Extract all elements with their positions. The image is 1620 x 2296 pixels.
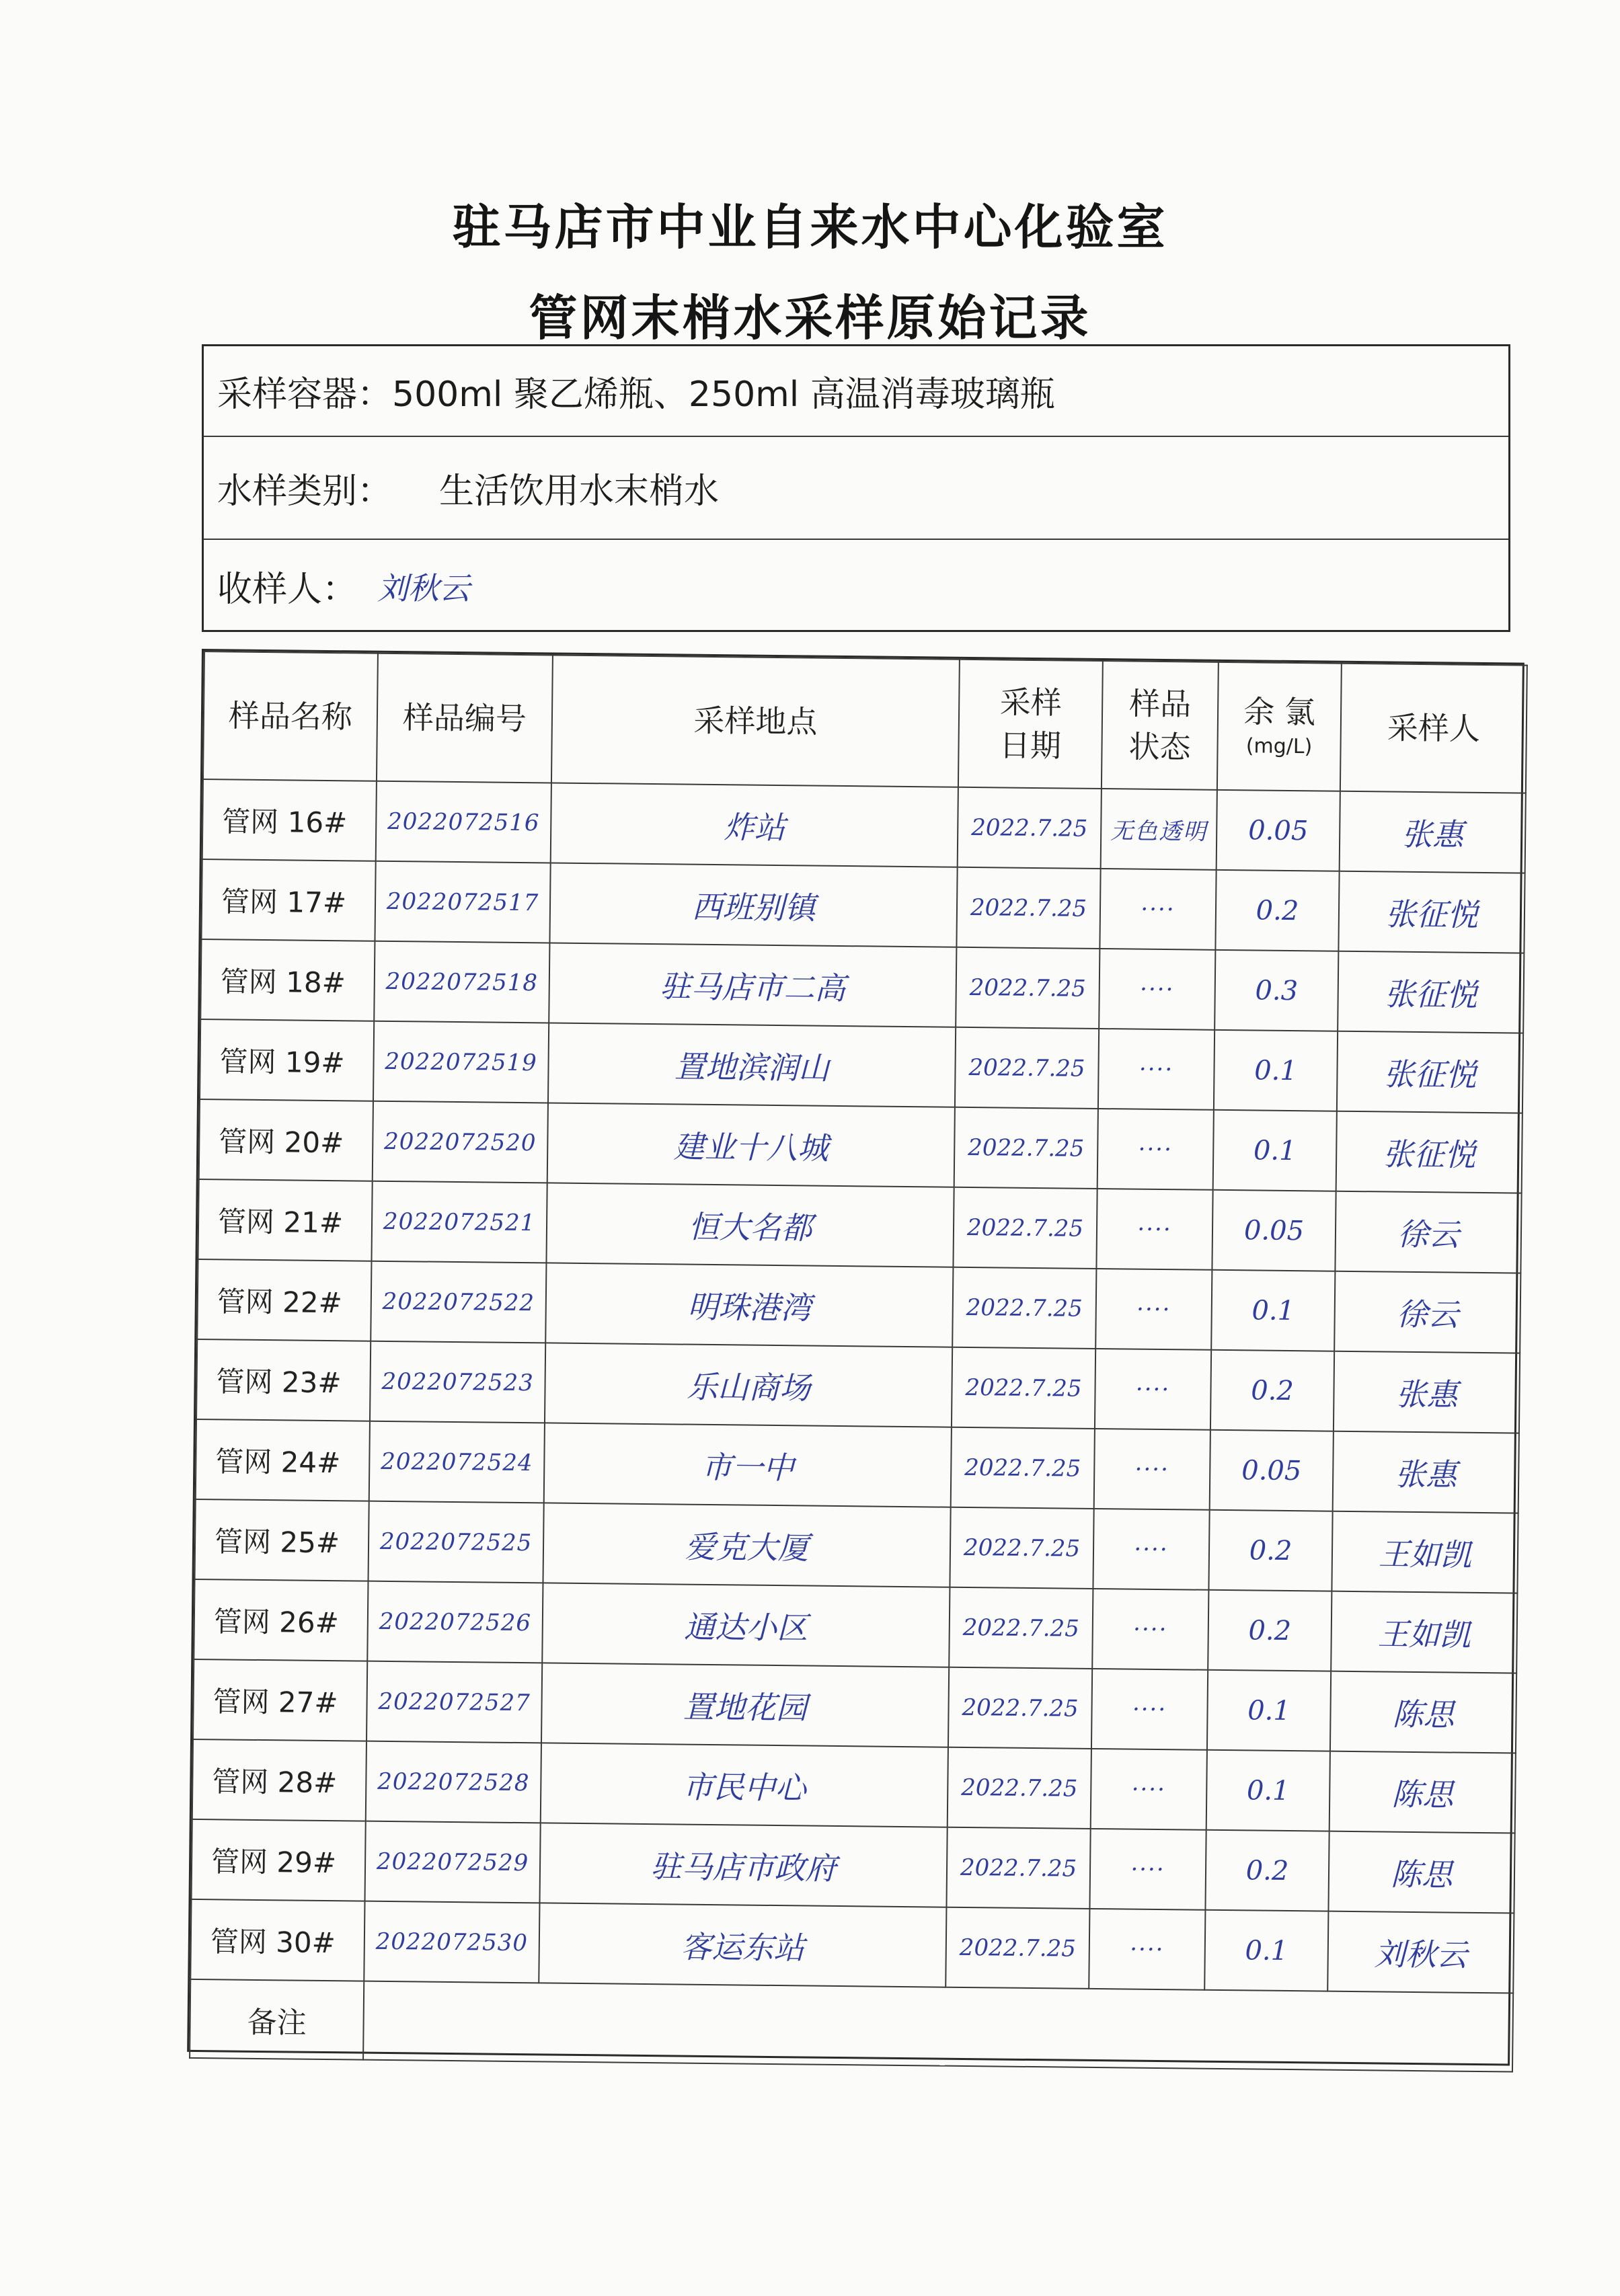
location-cell: 驻马店市政府: [539, 1823, 947, 1907]
chlorine-cell: 0.05: [1212, 1190, 1336, 1271]
sample-name-cell: 管网 19#: [200, 1019, 374, 1101]
chlorine-cell: 0.1: [1206, 1750, 1330, 1831]
sampler-signature-cell: 张征悦: [1336, 1111, 1522, 1193]
table-row: [198, 1179, 1521, 1273]
state-cell: ····: [1098, 1029, 1214, 1110]
sample-name-cell: 管网 29#: [192, 1819, 366, 1901]
sample-code-cell: 2022072524: [369, 1421, 545, 1503]
table-row: [194, 1579, 1517, 1673]
state-cell: ····: [1092, 1589, 1208, 1670]
location-cell: 建业十八城: [547, 1103, 955, 1187]
header-chlorine-unit: (mg/L): [1245, 734, 1313, 759]
sample-name-cell: 管网 23#: [196, 1339, 371, 1421]
sample-type-value: 生活饮用水末梢水: [439, 471, 720, 512]
header-location: 采样地点: [551, 655, 960, 787]
sample-code-cell: 2022072517: [375, 861, 550, 943]
table-row: [196, 1339, 1520, 1433]
location-cell: 明珠港湾: [545, 1263, 953, 1347]
table-row: [193, 1659, 1516, 1753]
remark-label: 备注: [190, 1979, 364, 2060]
date-cell: 2022.7.25: [954, 1107, 1098, 1189]
table-row: [192, 1819, 1515, 1913]
sample-name-cell: 管网 26#: [194, 1579, 368, 1661]
sampler-signature-cell: 陈思: [1329, 1751, 1516, 1833]
state-cell: ····: [1096, 1189, 1212, 1270]
header-date-text: 采样日期: [999, 684, 1063, 764]
sample-type-label: 水样类别：: [217, 471, 393, 512]
state-cell: ····: [1099, 949, 1215, 1030]
state-cell: ····: [1093, 1509, 1209, 1590]
chlorine-cell: 0.1: [1207, 1670, 1331, 1751]
location-cell: 炸站: [551, 783, 958, 867]
sample-code-cell: 2022072525: [368, 1501, 543, 1583]
state-cell: ····: [1095, 1349, 1211, 1430]
chlorine-cell: 0.2: [1205, 1830, 1329, 1911]
chlorine-cell: 0.1: [1213, 1110, 1337, 1191]
chlorine-cell: 0.05: [1210, 1430, 1334, 1511]
container-value: 500ml 聚乙烯瓶、250ml 高温消毒玻璃瓶: [392, 374, 1055, 415]
sampler-signature-cell: 陈思: [1328, 1831, 1514, 1913]
location-cell: 西班别镇: [549, 863, 957, 947]
state-cell: ····: [1095, 1269, 1212, 1350]
table-row: [196, 1419, 1519, 1513]
sampler-signature-cell: 陈思: [1330, 1671, 1516, 1753]
state-cell: ····: [1089, 1909, 1205, 1990]
chlorine-cell: 0.1: [1211, 1270, 1335, 1351]
remark-row: [190, 1979, 1513, 2072]
location-cell: 置地滨润山: [548, 1023, 956, 1107]
sampler-signature-cell: 刘秋云: [1327, 1911, 1514, 1993]
header-sample-name: 样品名称: [203, 651, 378, 781]
date-cell: 2022.7.25: [952, 1267, 1096, 1349]
date-cell: 2022.7.25: [952, 1347, 1095, 1429]
sampler-signature-cell: 张惠: [1334, 1351, 1520, 1433]
table-row: [202, 779, 1526, 873]
table-row: [199, 1099, 1522, 1193]
date-cell: 2022.7.25: [946, 1827, 1090, 1909]
table-row: [200, 1019, 1523, 1113]
date-cell: 2022.7.25: [949, 1587, 1093, 1669]
sampler-signature-cell: 张惠: [1340, 791, 1526, 873]
sample-name-cell: 管网 30#: [190, 1899, 364, 1981]
chlorine-cell: 0.1: [1204, 1910, 1328, 1991]
state-cell: ····: [1091, 1669, 1208, 1750]
receiver-label: 收样人：: [217, 569, 358, 610]
header-chlorine: [1217, 662, 1342, 791]
chlorine-cell: 0.2: [1210, 1350, 1334, 1431]
sample-name-cell: 管网 21#: [198, 1179, 372, 1261]
date-cell: 2022.7.25: [948, 1747, 1091, 1829]
date-cell: 2022.7.25: [951, 1427, 1095, 1509]
sample-code-cell: 2022072526: [367, 1581, 543, 1663]
location-cell: 客运东站: [539, 1903, 946, 1987]
table-row: [197, 1259, 1520, 1353]
sample-code-cell: 2022072519: [373, 1021, 549, 1103]
header-chlorine-text: 余 氯: [1243, 693, 1316, 731]
location-cell: 恒大名都: [546, 1183, 954, 1267]
sample-code-cell: 2022072516: [376, 781, 551, 863]
sampler-signature-cell: 王如凯: [1332, 1511, 1518, 1593]
sampler-signature-cell: 张征悦: [1338, 951, 1524, 1033]
header-sample-code: 样品编号: [377, 654, 553, 783]
location-cell: 市民中心: [541, 1743, 948, 1827]
container-label: 采样容器：: [217, 374, 393, 415]
sample-code-cell: 2022072529: [365, 1821, 541, 1903]
state-cell: ····: [1100, 869, 1216, 950]
date-cell: 2022.7.25: [946, 1907, 1089, 1989]
table-row: [190, 1899, 1514, 1993]
sample-name-cell: 管网 20#: [199, 1099, 373, 1181]
container-row: [204, 346, 1508, 436]
sampler-signature-cell: 张征悦: [1338, 871, 1525, 953]
receiver-signature: 刘秋云: [377, 569, 471, 606]
location-cell: 市一中: [544, 1423, 952, 1507]
state-cell: ····: [1089, 1829, 1206, 1910]
date-cell: 2022.7.25: [948, 1667, 1092, 1749]
sample-code-cell: 2022072521: [371, 1181, 547, 1263]
state-cell: ····: [1091, 1749, 1207, 1830]
location-cell: 乐山商场: [545, 1343, 952, 1427]
chlorine-cell: 0.2: [1208, 1590, 1332, 1671]
sampler-signature-cell: 张征悦: [1337, 1031, 1523, 1113]
sample-name-cell: 管网 28#: [192, 1739, 367, 1821]
sample-code-cell: 2022072520: [373, 1101, 548, 1183]
sampler-signature-cell: 张惠: [1333, 1431, 1519, 1513]
sample-code-cell: 2022072518: [374, 941, 549, 1023]
header-sampler: 采样人: [1340, 664, 1527, 793]
sample-name-cell: 管网 16#: [202, 779, 377, 861]
sampler-signature-cell: 徐云: [1334, 1271, 1520, 1353]
date-cell: 2022.7.25: [953, 1187, 1097, 1269]
remark-value: [363, 1981, 1513, 2072]
table-row: [195, 1499, 1518, 1593]
date-cell: 2022.7.25: [958, 787, 1102, 869]
date-cell: 2022.7.25: [950, 1507, 1093, 1589]
date-cell: 2022.7.25: [956, 947, 1100, 1029]
sample-code-cell: 2022072528: [366, 1741, 541, 1823]
sample-table: [187, 649, 1525, 2065]
sample-name-cell: 管网 24#: [196, 1419, 370, 1501]
location-cell: 置地花园: [541, 1663, 949, 1747]
sample-name-cell: 管网 27#: [193, 1659, 367, 1741]
sample-name-cell: 管网 18#: [200, 939, 375, 1021]
header-state: [1102, 661, 1219, 790]
chlorine-cell: 0.3: [1214, 950, 1338, 1031]
location-cell: 驻马店市二高: [549, 943, 956, 1027]
table-header-row: [203, 651, 1527, 793]
sample-code-cell: 2022072522: [371, 1261, 546, 1343]
sampling-info-box: [202, 344, 1510, 632]
sample-code-cell: 2022072523: [370, 1341, 545, 1423]
chlorine-cell: 0.1: [1214, 1030, 1338, 1111]
location-cell: 通达小区: [542, 1583, 950, 1667]
chlorine-cell: 0.2: [1215, 870, 1339, 951]
receiver-row: [204, 539, 1508, 632]
chlorine-cell: 0.2: [1208, 1510, 1332, 1591]
sample-code-cell: 2022072527: [367, 1661, 542, 1743]
sample-type-row: [204, 436, 1508, 539]
state-cell: ····: [1094, 1429, 1210, 1510]
location-cell: 爱克大厦: [543, 1503, 950, 1587]
sample-name-cell: 管网 17#: [201, 859, 375, 941]
document-title: 驻马店市中业自来水中心化验室: [452, 199, 1168, 255]
header-date: [958, 660, 1103, 789]
sample-name-cell: 管网 25#: [195, 1499, 369, 1581]
chlorine-cell: 0.05: [1217, 790, 1340, 871]
state-cell: ····: [1097, 1109, 1214, 1190]
state-cell: 无色透明: [1101, 789, 1217, 870]
date-cell: 2022.7.25: [956, 867, 1100, 949]
sample-code-cell: 2022072530: [364, 1901, 539, 1983]
sample-name-cell: 管网 22#: [197, 1259, 371, 1341]
table-row: [200, 939, 1524, 1033]
header-state-text: 样品状态: [1128, 685, 1192, 766]
table-row: [201, 859, 1525, 953]
sampler-signature-cell: 王如凯: [1331, 1591, 1517, 1673]
document-subtitle: 管网末梢水采样原始记录: [529, 290, 1091, 346]
sampler-signature-cell: 徐云: [1335, 1191, 1521, 1273]
table-row: [192, 1739, 1516, 1833]
date-cell: 2022.7.25: [955, 1027, 1099, 1109]
